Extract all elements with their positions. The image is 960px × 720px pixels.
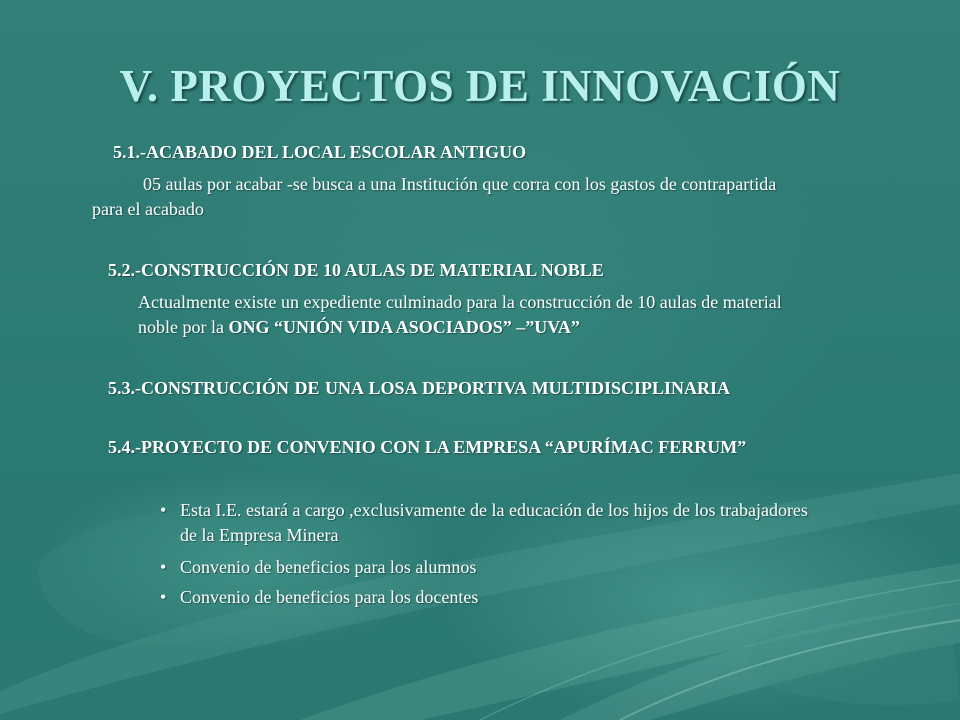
bullet-item-1	[160, 498, 808, 523]
slide-title: V. PROYECTOS DE INNOVACIÓN	[119, 61, 841, 111]
bullet-marker: •	[160, 500, 167, 520]
section-heading-5-3: 5.3.-CONSTRUCCIÓN DE UNA LOSA DEPORTIVA MULTIDISCIPLINARIA	[108, 378, 730, 398]
section-body-5-1-line2: para el acabado	[92, 199, 204, 219]
section-heading-5-2: 5.2.-CONSTRUCCIÓN DE 10 AULAS DE MATERIAL NOBLE	[108, 260, 604, 280]
ong-name: ONG “UNIÓN VIDA ASOCIADOS” –”UVA”	[228, 317, 580, 337]
section-heading-5-4: 5.4.-PROYECTO DE CONVENIO CON LA EMPRESA “APURÍMAC FERRUM”	[108, 437, 747, 457]
bullet-item-1-line2: de la Empresa Minera	[180, 525, 339, 545]
bullet-item-1-line1: Esta I.E. estará a cargo ,exclusivamente de la educación de los hijos de los trabajadores	[180, 500, 808, 520]
bullet-item-1-cont	[180, 523, 338, 548]
bullet-item-3-text: Convenio de beneficios para los docentes	[180, 587, 479, 607]
bullet-item-2-text: Convenio de beneficios para los alumnos	[180, 557, 477, 577]
section-body-5-2-line1: Actualmente existe un expediente culminado para la construcción de 10 aulas de material	[138, 292, 782, 312]
section-body-5-2-prefix: noble por la	[138, 317, 229, 337]
section-heading-5-1: 5.1.-ACABADO DEL LOCAL ESCOLAR ANTIGUO	[113, 142, 527, 162]
bullet-item-3	[160, 585, 478, 610]
bullet-item-2	[160, 555, 476, 580]
bullet-marker: •	[160, 587, 167, 607]
section-body-5-2-line2	[138, 315, 580, 340]
section-body-5-1-line1: 05 aulas por acabar -se busca a una Institución que corra con los gastos de contrapartida	[143, 174, 777, 194]
bullet-marker: •	[160, 557, 167, 577]
